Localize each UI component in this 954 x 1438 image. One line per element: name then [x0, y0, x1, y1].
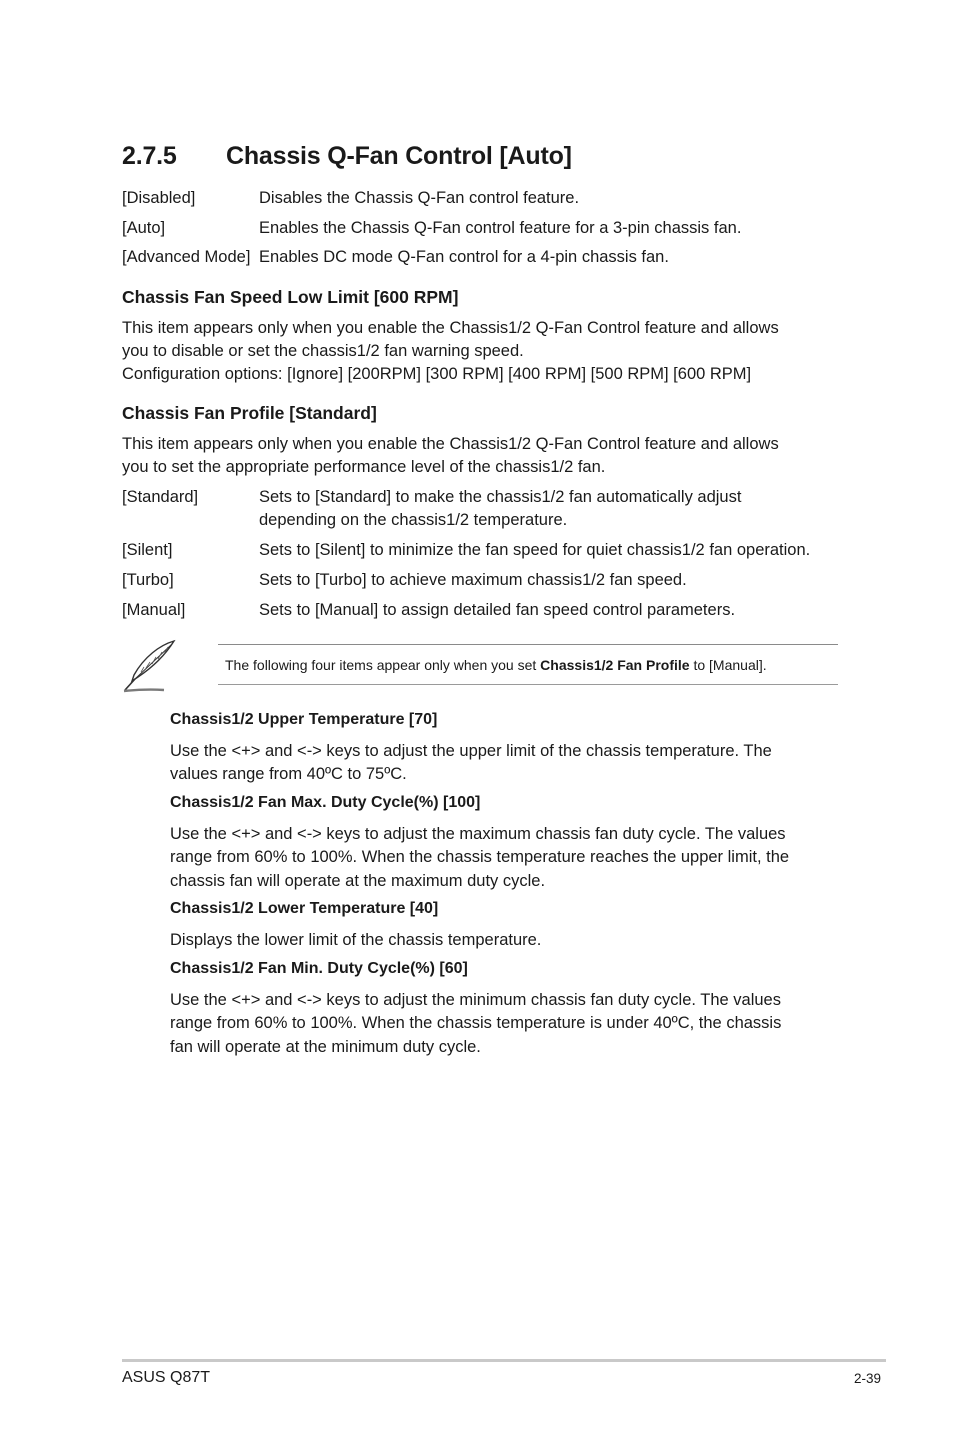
- option-key: [Advanced Mode]: [122, 248, 251, 266]
- option-desc: Disables the Chassis Q-Fan control feature.: [259, 189, 580, 207]
- option-key: [Disabled]: [122, 189, 196, 207]
- note-text: [225, 655, 767, 675]
- profile-line-2: you to set the appropriate performance level of the chassis1/2 fan.: [122, 458, 606, 476]
- option-key: [Turbo]: [122, 571, 174, 589]
- min-duty-line-1: Use the <+> and <-> keys to adjust the minimum chassis fan duty cycle. The values: [170, 991, 781, 1009]
- note-bold: Chassis1/2 Fan Profile: [540, 657, 690, 673]
- option-desc: Sets to [Standard] to make the chassis1/2 fan automatically adjust depending on the chassis1/2 temperature.: [259, 488, 742, 529]
- max-duty-line-3: chassis fan will operate at the maximum duty cycle.: [170, 872, 546, 890]
- feather-pen-icon: [120, 637, 180, 695]
- option-desc: Sets to [Turbo] to achieve maximum chassis1/2 fan speed.: [259, 571, 687, 589]
- upper-temp-heading: Chassis1/2 Upper Temperature [70]: [170, 711, 438, 728]
- max-duty-heading: Chassis1/2 Fan Max. Duty Cycle(%) [100]: [170, 794, 481, 811]
- option-desc: Enables DC mode Q-Fan control for a 4-pin chassis fan.: [259, 248, 669, 266]
- option-key: [Standard]: [122, 488, 199, 506]
- lower-temp-heading: Chassis1/2 Lower Temperature [40]: [170, 900, 439, 917]
- option-key: [Manual]: [122, 601, 186, 619]
- min-duty-line-3: fan will operate at the minimum duty cycle.: [170, 1038, 481, 1056]
- footer-rule: [122, 1359, 886, 1362]
- speed-limit-line-2: you to disable or set the chassis1/2 fan warning speed.: [122, 342, 524, 360]
- section-title-text: Chassis Q-Fan Control [Auto]: [226, 142, 572, 170]
- section-number: 2.7.5: [122, 142, 177, 170]
- note-prefix: The following four items appear only when you set: [225, 657, 541, 673]
- upper-temp-line-2: values range from 40ºC to 75ºC.: [170, 765, 407, 783]
- footer-product-name: ASUS Q87T: [122, 1369, 211, 1386]
- speed-limit-heading: Chassis Fan Speed Low Limit [600 RPM]: [122, 287, 459, 307]
- option-desc: Enables the Chassis Q-Fan control feature for a 3-pin chassis fan.: [259, 219, 742, 237]
- option-desc: Sets to [Silent] to minimize the fan speed for quiet chassis1/2 fan operation.: [259, 541, 811, 559]
- option-key: [Silent]: [122, 541, 173, 559]
- max-duty-line-1: Use the <+> and <-> keys to adjust the maximum chassis fan duty cycle. The values: [170, 825, 786, 843]
- speed-limit-line-1: This item appears only when you enable the Chassis1/2 Q-Fan Control feature and allows: [122, 319, 779, 337]
- note-bottom-rule: [218, 684, 838, 685]
- section-title: [122, 142, 572, 171]
- note-top-rule: [218, 644, 838, 645]
- option-key: [Auto]: [122, 219, 166, 237]
- min-duty-line-2: range from 60% to 100%. When the chassis temperature is under 40ºC, the chassis: [170, 1014, 782, 1032]
- min-duty-heading: Chassis1/2 Fan Min. Duty Cycle(%) [60]: [170, 960, 468, 977]
- footer-page-number: 2-39: [854, 1371, 882, 1386]
- profile-heading: Chassis Fan Profile [Standard]: [122, 403, 377, 423]
- speed-limit-config-options: Configuration options: [Ignore] [200RPM] [300 RPM] [400 RPM] [500 RPM] [600 RPM]: [122, 365, 752, 383]
- profile-line-1: This item appears only when you enable the Chassis1/2 Q-Fan Control feature and allows: [122, 435, 779, 453]
- max-duty-line-2: range from 60% to 100%. When the chassis temperature reaches the upper limit, the: [170, 848, 790, 866]
- option-desc: Sets to [Manual] to assign detailed fan speed control parameters.: [259, 601, 736, 619]
- note-suffix: to [Manual].: [689, 657, 767, 673]
- upper-temp-line-1: Use the <+> and <-> keys to adjust the upper limit of the chassis temperature. The: [170, 742, 772, 760]
- lower-temp-line-1: Displays the lower limit of the chassis temperature.: [170, 931, 542, 949]
